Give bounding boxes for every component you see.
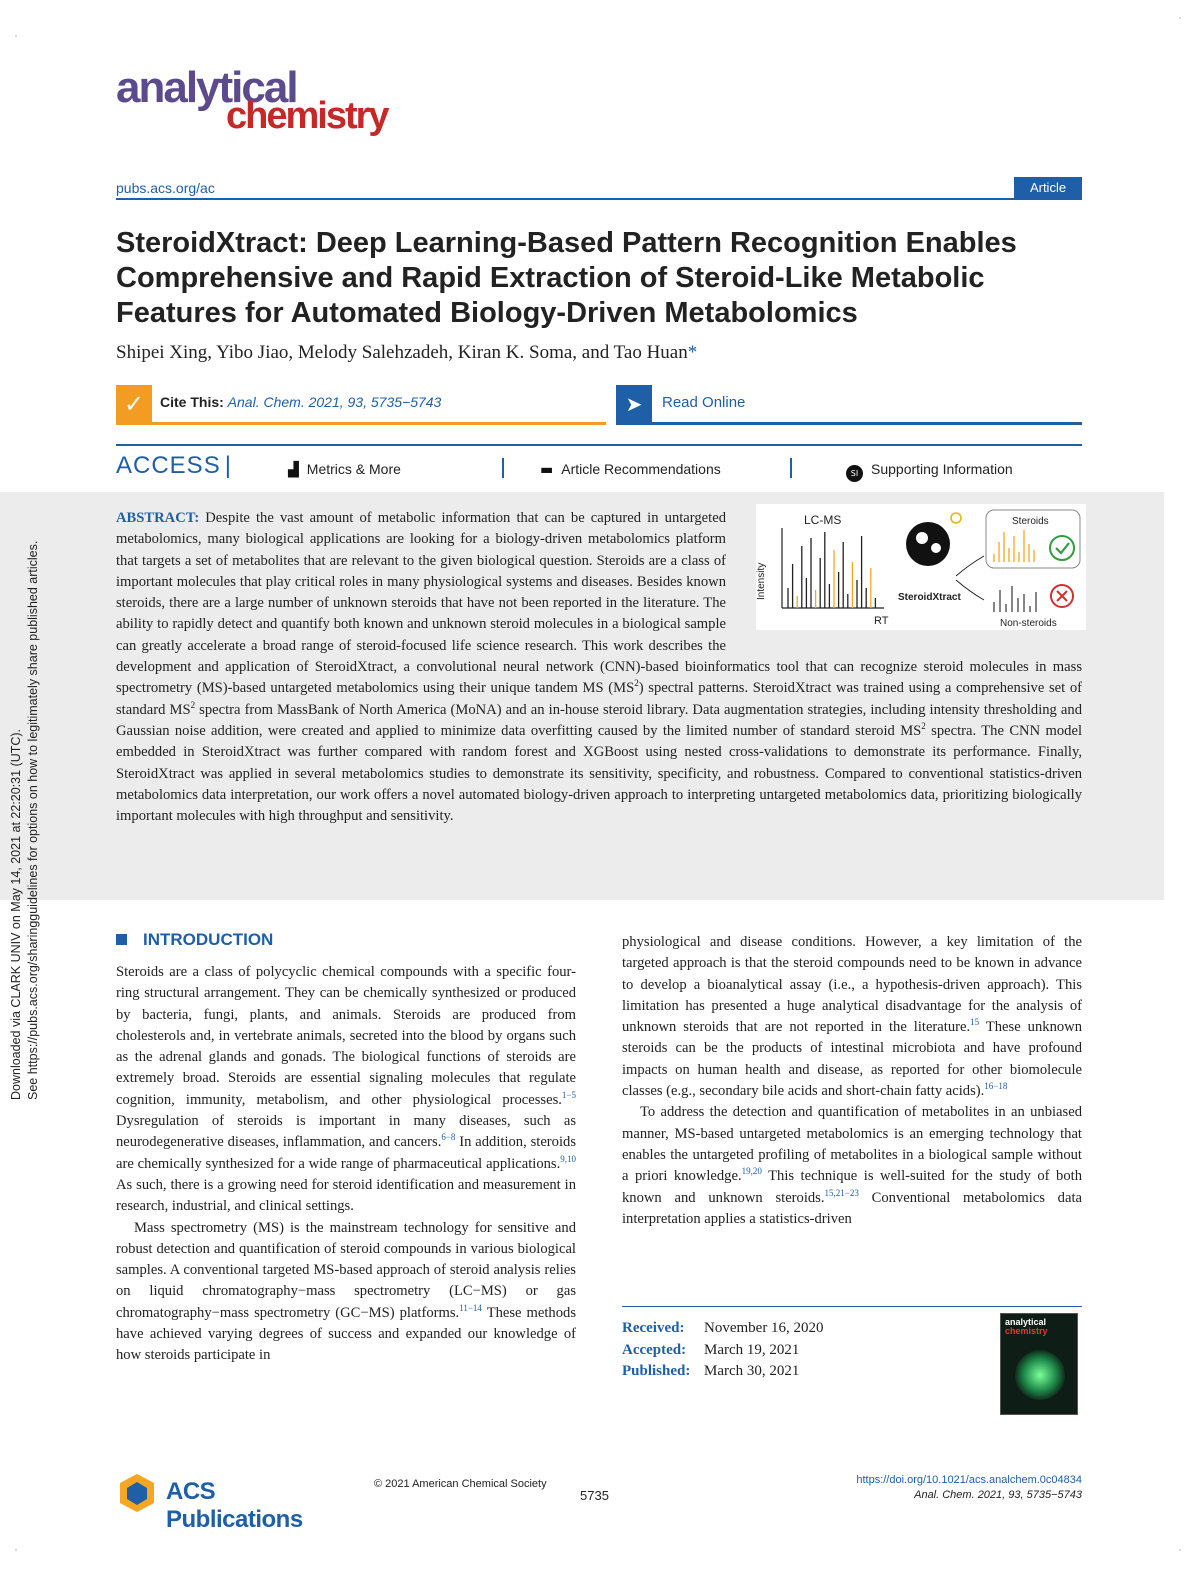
text-span: As such, there is a growing need for steroid identification and measurement in research, industrial, and clinical settings. — [116, 1176, 576, 1215]
abstract-text-1: Despite the vast amount of metabolic information that can be captured in untargeted metabolomics, many biological applications are looking for a biology-driven metabolomics platform that targets a set of metabolites that are relevant to the given biological question. Steroids are a class of important molecules that play critical roles in many physiological systems and diseases. Besides known steroids, there are a large number of unknown steroids that have not been reported in the literature. The ability to rapidly detect and quantify both known and unknown steroid molecules in a biological sample can greatly accelerate a broad range of steroid-focused life science research. This work describes the development and application of SteroidXtract, a convolutional neural network (CNN)-based bioinformatics tool that can recognize steroid molecules in mass spectrometry (MS)-based untargeted metabolomics using their unique tandem MS (MS — [116, 510, 1082, 697]
article-type-badge: Article — [1014, 177, 1082, 198]
citation-ref[interactable]: 1−5 — [561, 1089, 576, 1100]
left-column — [116, 962, 576, 1367]
access-divider — [116, 444, 1082, 446]
toc-chromatogram — [788, 532, 875, 608]
toc-steroids-label: Steroids — [1012, 516, 1049, 527]
journal-url-link[interactable]: pubs.acs.org/ac — [116, 180, 215, 196]
text-span: These methods have achieved varying degrees of success and expanded our knowledge of how steroids participate in — [116, 1304, 577, 1364]
abstract-heading: ABSTRACT: — [116, 510, 200, 526]
accepted-row — [622, 1340, 824, 1362]
access-label: ACCESS | — [116, 452, 232, 479]
received-date: November 16, 2020 — [704, 1320, 824, 1336]
publication-dates — [622, 1318, 824, 1383]
intro-paragraph-1 — [116, 962, 576, 1218]
toc-tool-label: SteroidXtract — [898, 592, 961, 603]
gear-icon — [916, 532, 928, 544]
mouse-pointer-icon: ➤ — [616, 385, 652, 423]
published-date: March 30, 2021 — [704, 1363, 800, 1379]
cite-this-bar[interactable] — [116, 385, 606, 425]
text-span: Dysregulation of steroids is important in many diseases, such as neurodegenerative diseases, inflammation, and cancers. — [116, 1113, 576, 1151]
toc-lcms-label: LC-MS — [804, 513, 842, 527]
section-square-icon — [116, 934, 127, 945]
steroid-spectrum — [994, 530, 1034, 562]
separator — [502, 458, 504, 478]
page-number: 5735 — [580, 1488, 609, 1503]
abstract-text-2: ) spectral patterns. SteroidXtract was trained using a comprehensive set of standard MS — [116, 680, 1083, 718]
toc-arrow-up — [956, 556, 984, 576]
cover-title — [1005, 1318, 1048, 1336]
cross-mark — [1057, 591, 1067, 601]
intro-paragraph-4 — [622, 1102, 1082, 1230]
header-divider — [116, 198, 1082, 200]
acs-publications-text: ACS Publications — [166, 1478, 303, 1533]
citation-ref[interactable]: 11−14 — [459, 1302, 482, 1313]
abstract-text-3: spectra from MassBank of North America (MoNA) and an in-house steroid library. Data augmentation strategies, including intensity thresholding and Gaussian noise addition, were created and applied to minimize data overfitting caused by the limited number of standard steroid MS — [116, 701, 1082, 739]
si-icon — [846, 465, 863, 482]
corresponding-author-mark[interactable]: * — [687, 342, 698, 363]
lightbulb-icon — [951, 513, 961, 523]
cover-line-1: analytical — [1005, 1317, 1047, 1327]
introduction-heading — [116, 930, 273, 950]
intro-paragraph-3 — [622, 932, 1082, 1102]
cite-this-label — [160, 394, 441, 410]
gear-icon — [931, 543, 941, 553]
supporting-label: Supporting Information — [871, 461, 1013, 477]
read-online-link[interactable]: Read Online — [662, 394, 746, 411]
right-column — [622, 932, 1082, 1230]
separator — [790, 458, 792, 478]
download-side-note — [8, 460, 42, 1100]
journal-cover-thumbnail[interactable] — [1000, 1313, 1078, 1415]
toc-intensity-label: Intensity — [756, 562, 767, 600]
recommendations-icon: ▬ — [540, 462, 554, 478]
toc-rt-label: RT — [874, 615, 889, 627]
superscript: 2 — [921, 721, 926, 732]
citation-ref[interactable]: 16−18 — [984, 1081, 1008, 1092]
text-span: Mass spectrometry (MS) is the mainstream technology for sensitive and robust detection and quantification of steroid compounds in various biological samples. A conventional targeted MS-based approach of steroid analysis relies on liquid chromatography−mass spectrometry (LC−MS) or gas chromatography−mass spectrometry (GC−MS) platforms. — [116, 1219, 576, 1321]
text-span: These unknown steroids can be the products of intestinal microbiota and have profound impacts on human health and disease, as reported for other biomolecule classes (e.g., secondary bile acids and short-chain fatty acids). — [622, 1019, 1082, 1100]
citation-ref[interactable]: 9,10 — [560, 1153, 576, 1164]
citation-ref[interactable]: 15,21−23 — [824, 1187, 859, 1198]
copyright-notice: © 2021 American Chemical Society — [374, 1478, 547, 1490]
brain-gear-icon — [906, 522, 950, 566]
cover-line-2: chemistry — [1005, 1326, 1048, 1336]
introduction-heading-text: INTRODUCTION — [143, 930, 274, 949]
side-note-line-2[interactable]: See https://pubs.acs.org/sharingguidelines for options on how to legitimately share published articles. — [26, 540, 40, 1100]
crop-mark: · — [14, 1542, 18, 1556]
metrics-label: Metrics & More — [306, 461, 401, 477]
logo-line-1: analytical — [116, 63, 297, 112]
superscript: 2 — [634, 678, 639, 689]
access-label-text: ACCESS — [116, 452, 221, 479]
toc-non-steroids-label: Non-steroids — [1000, 618, 1057, 629]
logo-line-2: chemistry — [226, 95, 388, 137]
check-circle-icon — [1050, 536, 1074, 560]
text-span: To address the detection and quantification of metabolites in an unbiased manner, MS-based untargeted metabolomics is an emerging technology that enables the untargeted profiling of metabolites in a biological sample without a priori knowledge. — [622, 1104, 1082, 1185]
side-note-line-1: Downloaded via CLARK UNIV on May 14, 2021 at 22:20:31 (UTC). — [9, 728, 23, 1100]
text-span: Conventional metabolomics data interpretation applies a statistics-driven — [622, 1189, 1082, 1227]
citation-ref[interactable]: 19,20 — [741, 1166, 762, 1177]
dates-divider — [622, 1306, 1082, 1307]
published-label: Published: — [622, 1363, 691, 1379]
acs-publications-logo — [116, 1470, 356, 1533]
metrics-more-link[interactable] — [288, 461, 401, 478]
article-title: SteroidXtract: Deep Learning-Based Pattern Recognition Enables Comprehensive and Rapid Extraction of Steroid-Like Metabolic Features for Automated Biology-Driven Metabolomics — [116, 227, 1017, 329]
authors-text: Shipei Xing, Yibo Jiao, Melody Salehzadeh, Kiran K. Soma, and Tao Huan — [116, 342, 688, 363]
read-online-bar[interactable] — [616, 385, 1082, 425]
si-badge-text: SI — [850, 469, 859, 478]
crop-mark: · — [1178, 10, 1182, 24]
access-bar — [116, 452, 1082, 488]
accepted-label: Accepted: — [622, 1341, 687, 1358]
abstract-text-4: spectra. The CNN model embedded in SteroidXtract was further compared with random forest and XGBoost using nested cross-validations to demonstrate its performance. Finally, SteroidXtract was applied in several metabolomics studies to demonstrate its sensitivity, specificity, and robustness. Compared to conventional statistics-driven metabolomics data interpretation, our work offers a novel automated biology-driven approach to interpreting untargeted metabolomics data, prioritizing biologically important molecules with high throughput and sensitivity. — [116, 722, 1082, 825]
received-row — [622, 1318, 824, 1340]
received-label: Received: — [622, 1320, 685, 1336]
footer-citation: Anal. Chem. 2021, 93, 5735−5743 — [914, 1489, 1082, 1501]
accepted-date: March 19, 2021 — [704, 1341, 800, 1358]
supporting-information-link[interactable] — [846, 461, 1013, 482]
crop-mark: · — [14, 28, 18, 42]
published-row — [622, 1361, 824, 1383]
cover-image — [1015, 1350, 1065, 1400]
check-mark — [1056, 543, 1069, 553]
text-span: physiological and disease conditions. However, a key limitation of the targeted approach is that the steroid compounds need to be known in advance to develop a bioanalytical assay (i.e., a hypothesis-driven approach). This limitation has presented a huge analytical disadvantage for the analysis of unknown steroids that are not reported in the literature. — [622, 934, 1082, 1036]
citation-ref[interactable]: 15 — [970, 1017, 980, 1028]
journal-logo — [116, 63, 416, 138]
intro-paragraph-2 — [116, 1218, 576, 1367]
citation-ref[interactable]: 6−8 — [441, 1132, 456, 1143]
cite-reference-link[interactable]: Anal. Chem. 2021, 93, 5735−5743 — [227, 394, 442, 410]
crop-mark: · — [1178, 1542, 1182, 1556]
text-span: In addition, steroids are chemically synthesized for a wide range of pharmaceutical applications. — [116, 1134, 576, 1172]
acs-hexagon-icon — [116, 1472, 158, 1514]
article-recommendations-link[interactable] — [540, 461, 721, 478]
checkmark-icon: ✓ — [116, 385, 152, 423]
text-span: This technique is well-suited for the study of both known and unknown steroids. — [622, 1168, 1082, 1206]
superscript: 2 — [190, 699, 196, 710]
doi-link[interactable]: https://doi.org/10.1021/acs.analchem.0c04834 — [856, 1474, 1082, 1486]
bar-chart-icon: ▟ — [288, 462, 299, 478]
toc-graphic — [756, 504, 1086, 630]
author-list — [116, 342, 697, 364]
text-span: Steroids are a class of polycyclic chemical compounds with a specific four-ring structural arrangement. They can be chemically synthesized or produced by bacteria, fungi, plants, and animals. Steroids are produced from cholesterols and, in vertebrate animals, secreted into the blood by organs such as the adrenal glands and gonads. The biological functions of steroids are extremely broad. Steroids are essential signaling molecules that regulate cognition, immunity, metabolism, and other physiological processes. — [116, 964, 576, 1108]
cite-label-text: Cite This: — [160, 394, 224, 410]
recommendations-label: Article Recommendations — [561, 461, 721, 477]
non-steroid-spectrum — [994, 586, 1036, 612]
